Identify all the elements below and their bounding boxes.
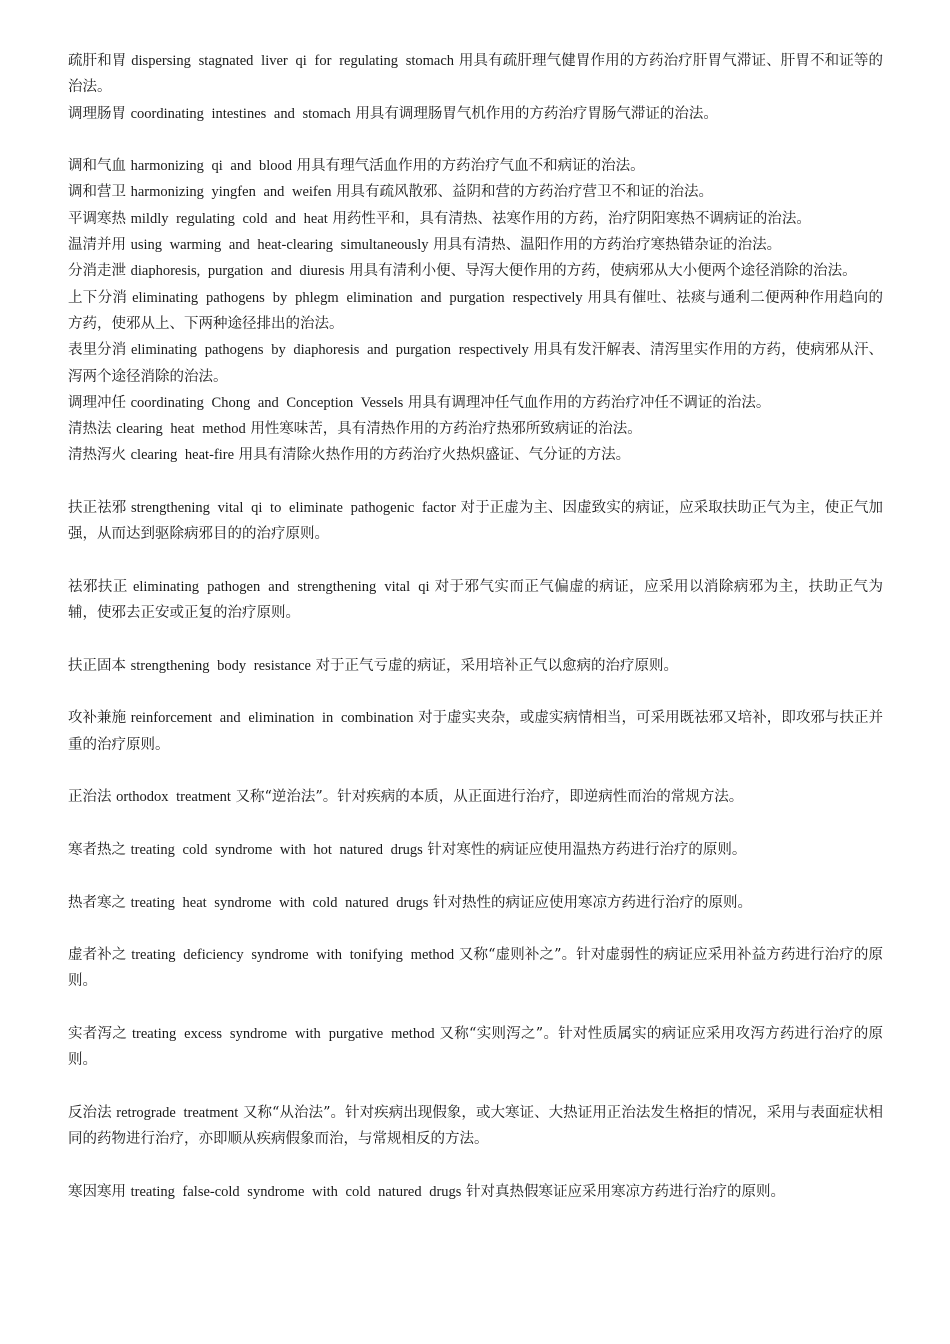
entry-term: 扶正祛邪 — [68, 500, 127, 517]
entry-english: using warming and heat-clearing simultaneously — [130, 237, 429, 254]
entry-english: eliminating pathogens by diaphoresis and purgation respectively — [130, 342, 529, 359]
glossary-entry — [68, 285, 883, 338]
glossary-entry — [68, 337, 883, 390]
entry-term: 调理冲任 — [68, 394, 126, 411]
entry-term: 表里分消 — [68, 342, 127, 359]
entry-term: 清热法 — [68, 421, 112, 438]
glossary-entry — [68, 1100, 883, 1153]
entry-term: 祛邪扶正 — [68, 578, 128, 595]
entry-term: 清热泻火 — [68, 447, 126, 464]
entry-definition: 针对真热假寒证应采用寒凉方药进行治疗的原则。 — [466, 1183, 786, 1200]
entry-definition: 对于正气亏虚的病证，采用培补正气以愈病的治疗原则。 — [315, 657, 679, 674]
entry-definition: 又称“虚则补之”。针对虚弱性的病证应采用补益方药进行治疗的原则。 — [68, 947, 884, 990]
entry-english: harmonizing yingfen and weifen — [130, 184, 332, 201]
entry-english: mildly regulating cold and heat — [130, 210, 328, 227]
entry-english: treating false-cold syndrome with cold natured drugs — [130, 1183, 462, 1200]
entry-english: eliminating pathogens by phlegm elimination and purgation respectively — [132, 289, 583, 306]
glossary-entry — [68, 942, 883, 995]
entry-english: eliminating pathogen and strengthening vital qi — [132, 578, 430, 595]
entry-definition: 用药性平和，具有清热、祛寒作用的方药，治疗阴阳寒热不调病证的治法。 — [332, 210, 811, 227]
entry-term: 虚者补之 — [68, 947, 127, 964]
entry-definition: 用具有调理肠胃气机作用的方药治疗胃肠气滞证的治法。 — [355, 105, 718, 122]
entry-english: dispersing stagnated liver qi for regulating stomach — [131, 53, 455, 69]
entry-definition: 又称“从治法”。针对疾病出现假象，或大寒证、大热证用正治法发生格拒的情况，采用与表面症状相同的药物进行治疗，亦即顺从疾病假象而治，与常规相反的方法。 — [68, 1104, 884, 1148]
entry-definition: 对于虚实夹杂，或虚实病情相当，可采用既祛邪又培补，即攻邪与扶正并重的治疗原则。 — [68, 710, 884, 753]
glossary-entry — [68, 48, 883, 101]
entry-definition: 用具有疏肝理气健胃作用的方药治疗肝胃气滞证、肝胃不和证等的治法。 — [68, 53, 884, 96]
entry-term: 正治法 — [68, 789, 112, 806]
entry-english: coordinating Chong and Conception Vessels — [130, 394, 404, 411]
glossary-entry — [68, 258, 883, 284]
entry-definition: 用具有清除火热作用的方药治疗火热炽盛证、气分证的方法。 — [238, 447, 631, 464]
entry-english: coordinating intestines and stomach — [130, 105, 351, 122]
glossary-entry — [68, 153, 883, 179]
glossary-entry — [68, 705, 883, 758]
entry-definition: 对于正虚为主、因虚致实的病证，应采取扶助正气为主，使正气加强，从而达到驱除病邪目的的治疗原则。 — [68, 500, 884, 543]
entry-definition: 用具有清热、温阳作用的方药治疗寒热错杂证的治法。 — [433, 237, 782, 254]
entry-english: retrograde treatment — [116, 1104, 239, 1121]
glossary-entry — [68, 890, 883, 916]
glossary-entry — [68, 101, 883, 127]
entry-term: 扶正固本 — [68, 657, 126, 674]
glossary-entry — [68, 574, 883, 627]
glossary-entry — [68, 1179, 883, 1205]
entry-definition: 用具有理气活血作用的方药治疗气血不和病证的治法。 — [296, 158, 645, 175]
glossary-entry — [68, 837, 883, 863]
entry-definition: 用具有发汗解表、清泻里实作用的方药，使病邪从汗、泻两个途径消除的治法。 — [68, 342, 884, 385]
glossary-entry — [68, 1021, 883, 1074]
entry-term: 热者寒之 — [68, 894, 126, 911]
entry-english: strengthening vital qi to eliminate pathogenic factor — [130, 500, 456, 517]
glossary-entry — [68, 416, 883, 442]
entry-definition: 针对热性的病证应使用寒凉方药进行治疗的原则。 — [433, 894, 753, 911]
entry-term: 分消走泄 — [68, 263, 126, 280]
entry-english: strengthening body resistance — [130, 657, 311, 674]
entry-term: 温清并用 — [68, 237, 126, 254]
entry-english: diaphoresis, purgation and diuresis — [130, 263, 345, 280]
glossary-page — [68, 48, 883, 1205]
entry-definition: 针对寒性的病证应使用温热方药进行治疗的原则。 — [427, 841, 747, 858]
glossary-entry — [68, 784, 883, 810]
glossary-entry — [68, 206, 883, 232]
entry-term: 调和营卫 — [68, 184, 126, 201]
entry-term: 实者泻之 — [68, 1025, 128, 1042]
glossary-entry — [68, 495, 883, 548]
entry-definition: 对于邪气实而正气偏虚的病证，应采用以消除病邪为主，扶助正气为辅，使邪去正安或正复的治疗原则。 — [68, 578, 884, 622]
entry-definition: 用具有催吐、祛痰与通利二便两种作用趋向的方药，使邪从上、下两种途径排出的治法。 — [68, 289, 884, 332]
entry-english: treating deficiency syndrome with tonifying method — [131, 947, 455, 964]
entry-english: harmonizing qi and blood — [130, 158, 293, 175]
entry-term: 攻补兼施 — [68, 710, 127, 727]
entry-definition: 用具有疏风散邪、益阴和营的方药治疗营卫不和证的治法。 — [336, 184, 714, 201]
glossary-entry — [68, 390, 883, 416]
glossary-entry — [68, 179, 883, 205]
glossary-entry — [68, 442, 883, 468]
entry-definition: 用具有清利小便、导泻大便作用的方药，使病邪从大小便两个途径消除的治法。 — [349, 263, 857, 280]
entry-english: treating excess syndrome with purgative method — [132, 1025, 435, 1042]
entry-english: clearing heat method — [116, 421, 246, 438]
glossary-entry — [68, 232, 883, 258]
entry-definition: 又称“实则泻之”。针对性质属实的病证应采用攻泻方药进行治疗的原则。 — [68, 1025, 884, 1069]
entry-english: reinforcement and elimination in combination — [130, 710, 414, 727]
entry-term: 反治法 — [68, 1104, 112, 1121]
entry-term: 疏肝和胃 — [68, 53, 127, 69]
entry-definition: 又称“逆治法”。针对疾病的本质，从正面进行治疗，即逆病性而治的常规方法。 — [235, 789, 744, 806]
entry-term: 平调寒热 — [68, 210, 126, 227]
entry-english: orthodox treatment — [116, 789, 231, 806]
entry-term: 调理肠胃 — [68, 105, 126, 122]
glossary-entry — [68, 653, 883, 679]
entry-term: 上下分消 — [68, 289, 128, 306]
entry-term: 寒者热之 — [68, 841, 126, 858]
entry-english: treating cold syndrome with hot natured drugs — [130, 841, 423, 858]
entry-term: 寒因寒用 — [68, 1183, 126, 1200]
entry-term: 调和气血 — [68, 158, 126, 175]
entry-definition: 用具有调理冲任气血作用的方药治疗冲任不调证的治法。 — [407, 394, 771, 411]
entry-english: clearing heat-fire — [130, 447, 235, 464]
entry-definition: 用性寒味苦，具有清热作用的方药治疗热邪所致病证的治法。 — [250, 421, 642, 438]
entry-english: treating heat syndrome with cold natured drugs — [130, 894, 429, 911]
